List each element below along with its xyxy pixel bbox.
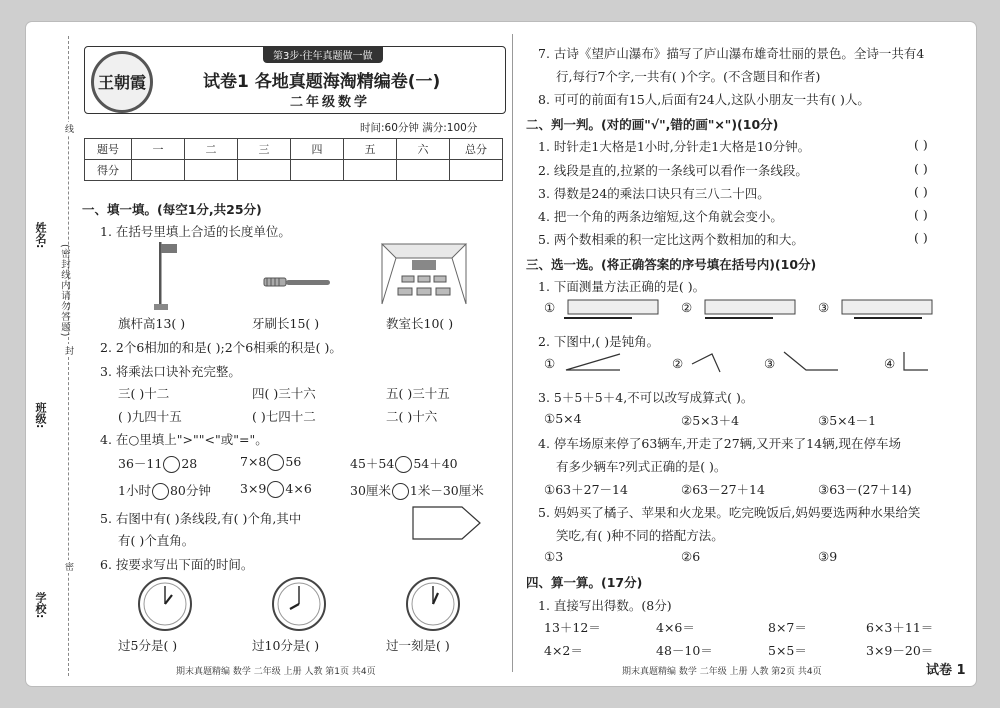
score-blank[interactable] [450,160,503,181]
exam-sheet [26,22,976,686]
score-cell: 六 [397,139,450,160]
judge-item: 3. 得数是24的乘法口诀只有三八二十四。 [538,186,770,201]
seal-mark-secret: 密 [63,562,73,571]
calc-item[interactable]: 5×5＝ [768,643,807,658]
footer-left: 期末真题精编 数学 二年级 上册 人教 第1页 共4页 [176,667,376,677]
page-title: 试卷1 各地真题海淘精编卷(一) [203,72,441,92]
compare-circle[interactable] [395,456,412,473]
score-blank[interactable] [344,160,397,181]
flagpole-icon [154,242,184,312]
brand-logo: 王朝霞 [91,51,153,113]
q1-item[interactable]: 牙刷长15( ) [252,316,320,331]
option-label[interactable]: ③63－(27＋14) [818,482,912,497]
score-blank[interactable] [132,160,185,181]
option-label[interactable]: ①3 [544,549,564,564]
ruler-icon [701,298,801,324]
question-text[interactable]: 有多少辆车?列式正确的是( )。 [556,459,727,474]
score-blank[interactable] [291,160,344,181]
score-table [84,138,503,181]
clock-icon [138,577,192,631]
option-label[interactable]: ① [544,356,556,371]
compare-item: 1小时 80分钟 [118,483,211,498]
ruler-icon [564,298,664,324]
score-cell: 三 [238,139,291,160]
question-text: 1. 直接写出得数。(8分) [538,598,672,613]
step-badge: 第3步·往年真题做一做 [263,46,383,63]
ruler-icon [838,298,938,324]
option-label[interactable]: ④ [884,356,896,371]
judge-answer-blank[interactable]: ( ) [914,230,928,245]
score-blank[interactable] [185,160,238,181]
judge-answer-blank[interactable]: ( ) [914,207,928,222]
option-label[interactable]: ③ [818,300,830,315]
judge-item: 5. 两个数相乘的积一定比这两个数相加的和大。 [538,232,804,247]
column-divider [512,34,513,672]
calc-item[interactable]: 4×6＝ [656,620,695,635]
option-label[interactable]: ②6 [681,549,701,564]
score-cell: 五 [344,139,397,160]
judge-answer-blank[interactable]: ( ) [914,161,928,176]
mult-row-item[interactable]: 四( )三十六 [252,386,316,401]
mult-row-item[interactable]: ( )七四十二 [252,409,316,424]
score-cell: 一 [132,139,185,160]
time-answer[interactable]: 过5分是( ) [118,638,178,653]
option-label[interactable]: ②5×3＋4 [681,413,740,428]
calc-item[interactable]: 3×9－20＝ [866,643,934,658]
question-text: 5. 妈妈买了橘子、苹果和火龙果。吃完晚饭后,妈妈要选两种水果给笑 [538,505,921,520]
option-label[interactable]: ①5×4 [544,411,582,426]
judge-item: 1. 时针走1大格是1小时,分针走1大格是10分钟。 [538,139,811,154]
school-label: 学校: [34,592,47,619]
toothbrush-icon [264,274,330,290]
option-label[interactable]: ③9 [818,549,838,564]
compare-item: 36－11 28 [118,456,198,471]
question-text[interactable]: 有( )个直角。 [118,533,195,548]
option-label[interactable]: ①63＋27－14 [544,482,628,497]
compare-item: 30厘米 1米－30厘米 [350,483,484,498]
classroom-icon [382,244,466,304]
score-cell: 二 [185,139,238,160]
time-answer[interactable]: 过一刻是( ) [386,638,450,653]
question-text: 4. 在○里填上">""<"或"="。 [100,432,268,447]
angle-figure [902,350,932,374]
score-table-header-row [85,139,503,160]
question-text[interactable]: 3. 5＋5＋5＋4,不可以改写成算式( )。 [538,390,754,405]
exam-header [84,46,506,114]
section-heading: 二、判一判。(对的画"√",错的画"×")(10分) [526,117,779,132]
section-heading: 一、填一填。(每空1分,共25分) [82,202,262,217]
compare-circle[interactable] [152,483,169,500]
q1-item[interactable]: 旗杆高13( ) [118,316,186,331]
angle-figure [782,350,842,374]
score-cell: 四 [291,139,344,160]
pentagon-shape-figure [412,506,482,540]
angle-figure [564,352,624,374]
question-text: 3. 将乘法口诀补充完整。 [100,364,241,379]
question-text[interactable]: 2. 下图中,( )是钝角。 [538,334,660,349]
compare-item: 3×9 4×6 [240,481,312,496]
mult-row-item[interactable]: 二( )十六 [386,409,438,424]
question-text[interactable]: 笑吃,有( )种不同的搭配方法。 [556,528,724,543]
compare-circle[interactable] [267,454,284,471]
question-text: 4. 停车场原来停了63辆车,开走了27辆,又开来了14辆,现在停车场 [538,436,902,451]
compare-circle[interactable] [163,456,180,473]
question-text: 7. 古诗《望庐山瀑布》描写了庐山瀑布雄奇壮丽的景色。全诗一共有4 [538,46,925,61]
question-text[interactable]: 8. 可可的前面有15人,后面有24人,这队小朋友一共有( )人。 [538,92,870,107]
score-row-label: 得分 [85,160,132,181]
angle-figure [690,352,730,374]
question-text[interactable]: 2. 2个6相加的和是( );2个6相乘的积是( )。 [100,340,342,355]
compare-circle[interactable] [392,483,409,500]
judge-answer-blank[interactable]: ( ) [914,184,928,199]
class-label: 班级: [34,402,47,429]
calc-item[interactable]: 4×2＝ [544,643,583,658]
question-text: 1. 在括号里填上合适的长度单位。 [100,224,291,239]
time-info: 时间:60分钟 满分:100分 [360,122,478,134]
option-label[interactable]: ① [544,300,556,315]
question-text[interactable]: 1. 下面测量方法正确的是( )。 [538,279,706,294]
seal-mark-seal: 封 [63,346,73,355]
mult-row-item[interactable]: 五( )三十五 [386,386,450,401]
footer-right: 期末真题精编 数学 二年级 上册 人教 第2页 共4页 [622,667,822,677]
score-blank[interactable] [397,160,450,181]
name-label: 姓名: [34,222,47,249]
option-label[interactable]: ③ [764,356,776,371]
score-blank[interactable] [238,160,291,181]
clock-icon [406,577,460,631]
judge-answer-blank[interactable]: ( ) [914,137,928,152]
compare-item: 7×8 56 [240,454,302,469]
question-text[interactable]: 5. 右图中有( )条线段,有( )个角,其中 [100,511,302,526]
calc-item[interactable]: 13＋12＝ [544,620,601,635]
page-subtitle: 二年级数学 [290,95,371,110]
page-label: 试卷 1 [926,663,966,678]
section-heading: 三、选一选。(将正确答案的序号填在括号内)(10分) [526,257,817,272]
score-cell: 总分 [450,139,503,160]
calc-item[interactable]: 8×7＝ [768,620,807,635]
compare-item: 45＋54 54＋40 [350,456,458,471]
option-label[interactable]: ②63－27＋14 [681,482,765,497]
option-label[interactable]: ② [672,356,684,371]
seal-mark-line: 线 [63,124,73,133]
score-table-score-row [85,160,503,181]
judge-item: 2. 线段是直的,拉紧的一条线可以看作一条线段。 [538,163,808,178]
option-label[interactable]: ② [681,300,693,315]
mult-row-item[interactable]: 三( )十二 [118,386,170,401]
section-heading: 四、算一算。(17分) [526,575,643,590]
compare-circle[interactable] [267,481,284,498]
seal-note: (密封线内请勿答题) [59,244,70,338]
mult-row-item[interactable]: ( )九四十五 [118,409,182,424]
clock-icon [272,577,326,631]
score-cell: 题号 [85,139,132,160]
q1-item[interactable]: 教室长10( ) [386,316,454,331]
question-text[interactable]: 行,每行7个字,一共有( )个字。(不含题目和作者) [556,69,821,84]
question-text: 6. 按要求写出下面的时间。 [100,557,254,572]
option-label[interactable]: ③5×4－1 [818,413,877,428]
calc-item[interactable]: 48－10＝ [656,643,713,658]
time-answer[interactable]: 过10分是( ) [252,638,320,653]
judge-item: 4. 把一个角的两条边缩短,这个角就会变小。 [538,209,783,224]
calc-item[interactable]: 6×3＋11＝ [866,620,934,635]
